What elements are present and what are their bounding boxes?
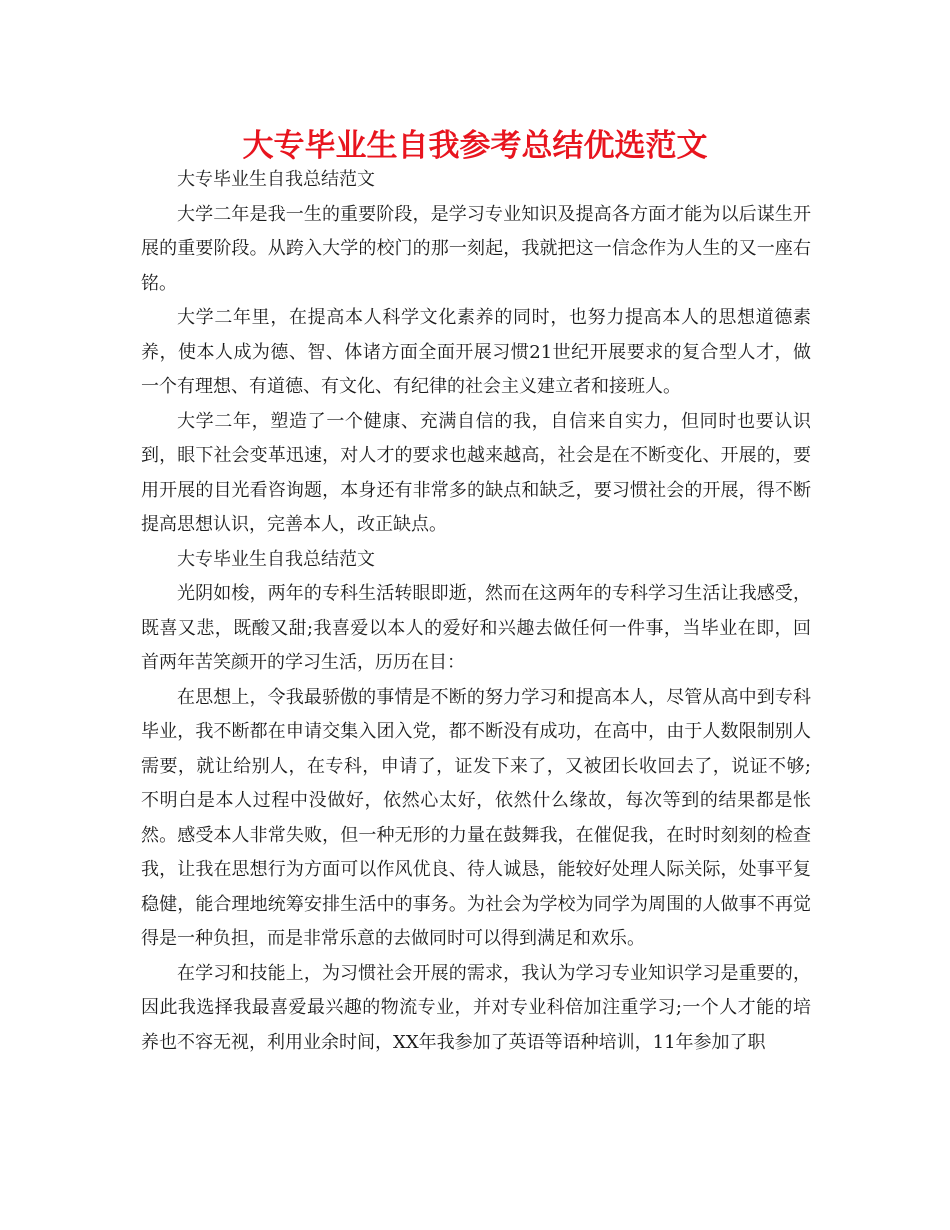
section-heading: 大专毕业生自我总结范文 [177,169,375,190]
paragraph: 大学二年是我一生的重要阶段，是学习专业知识及提高各方面才能为以后谋生开展的重要阶段。从跨入大学的校门的那一刻起，我就把这一信念作为人生的又一座右铭。 [141,203,811,294]
paragraph: 在学习和技能上，为习惯社会开展的需求，我认为学习专业知识学习是重要的，因此我选择我最喜爱最兴趣的物流专业，并对专业科倍加注重学习;一个人才能的培养也不容无视，利用业余时间，XX年我参加了英语等语种培训，11年参加了职 [141,962,811,1053]
section-heading: 大专毕业生自我总结范文 [177,548,375,570]
document-title: 大专毕业生自我参考总结优选范文 [242,128,708,164]
paragraph: 大学二年里，在提高本人科学文化素养的同时，也努力提高本人的思想道德素养，使本人成为德、智、体诸方面全面开展习惯21世纪开展要求的复合型人才，做一个有理想、有道德、有文化、有纪律的社会主义建立者和接班人。 [141,307,811,397]
paragraph: 光阴如梭，两年的专科生活转眼即逝，然而在这两年的专科学习生活让我感受，既喜又悲，既酸又甜;我喜爱以本人的爱好和兴趣去做任何一件事，当毕业在即，回首两年苦笑颜开的学习生活，历历在目： [141,583,811,673]
document-body [141,163,811,1060]
paragraph: 在思想上，令我最骄傲的事情是不断的努力学习和提高本人，尽管从高中到专科毕业，我不断都在申请交集入团入党，都不断没有成功，在高中，由于人数限制别人需要，就让给别人，在专科，申请了，证发下来了，又被团长收回去了，说证不够;不明白是本人过程中没做好，依然心太好，依然什么缘故，每次等到的结果都是怅然。感受本人非常失败，但一种无形的力量在鼓舞我，在催促我，在时时刻刻的检查我，让我在思想行为方面可以作风优良、待人诚恳，能较好处理人际关际，处事平复稳健，能合理地统筹安排生活中的事务。为社会为学校为同学为周围的人做事不再觉得是一种负担，而是非常乐意的去做同时可以得到满足和欢乐。 [141,686,811,949]
paragraph: 大学二年，塑造了一个健康、充满自信的我，自信来自实力，但同时也要认识到，眼下社会变革迅速，对人才的要求也越来越高，社会是在不断变化、开展的，要用开展的目光看咨询题，本身还有非常多的缺点和缺乏，要习惯社会的开展，得不断提高思想认识，完善本人，改正缺点。 [141,410,811,535]
